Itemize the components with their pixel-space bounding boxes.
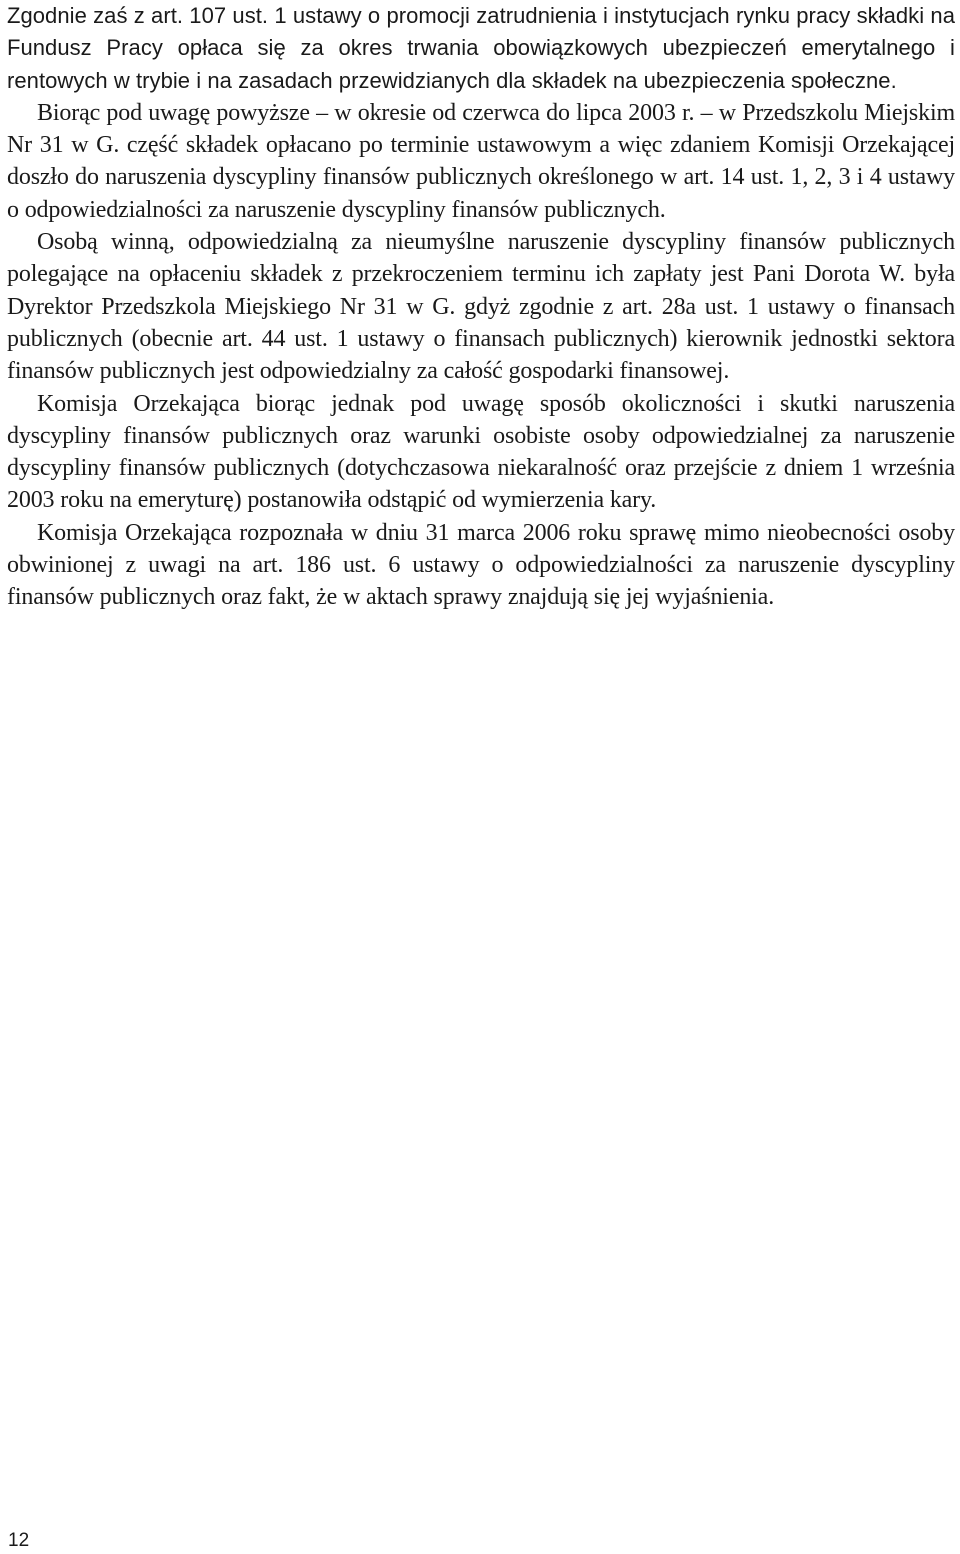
page-number: 12 [8,1530,30,1551]
paragraph-violation-finding: Biorąc pod uwagę powyższe – w okresie od czerwca do lipca 2003 r. – w Przedszkolu Miejskim Nr 31 w G. część składek opłacano po terminie ustawowym a więc zdaniem Komisji Orzekającej doszło do naruszenia dyscypliny finansów publicznych określonego w art. 14 ust. 1, 2, 3 i 4 ustawy o odpowiedzialności za naruszenie dyscypliny finansów publicznych. [7,99,955,223]
document-page [7,0,955,614]
paragraph-penalty-waiver: Komisja Orzekająca biorąc jednak pod uwagę sposób okoliczności i skutki naruszenia dyscypliny finansów publicznych oraz warunki osobiste osoby odpowiedzialnej za naruszenie dyscypliny finansów publicznych (dotychczasowa niekaralność oraz przejście z dniem 1 września 2003 roku na emeryturę) postanowiła odstąpić od wymierzenia kary. [7,390,955,514]
paragraph-responsible-person: Osobą winną, odpowiedzialną za nieumyślne naruszenie dyscypliny finansów publicznych polegające na opłaceniu składek z przekroczeniem terminu ich zapłaty jest Pani Dorota W. była Dyrektor Przedszkola Miejskiego Nr 31 w G. gdyż zgodnie z art. 28a ust. 1 ustawy o finansach publicznych (obecnie art. 44 ust. 1 ustawy o finansach publicznych) kierownik jednostki sektora finansów publicznych jest odpowiedzialny za całość gospodarki finansowej. [7,229,955,385]
paragraph-fundusz-pracy: Zgodnie zaś z art. 107 ust. 1 ustawy o promocji zatrudnienia i instytucjach rynku pracy składki na Fundusz Pracy opłaca się za okres trwania obowiązkowych ubezpieczeń emerytalnego i rentowych w trybie i na zasadach przewidzianych dla składek na ubezpieczenia społeczne. [7,3,955,93]
paragraph-hearing-note: Komisja Orzekająca rozpoznała w dniu 31 marca 2006 roku sprawę mimo nieobecności osoby obwinionej z uwagi na art. 186 ust. 6 ustawy o odpowiedzialności za naruszenie dyscypliny finansów publicznych oraz fakt, że w aktach sprawy znajdują się jej wyjaśnienia. [7,519,955,611]
